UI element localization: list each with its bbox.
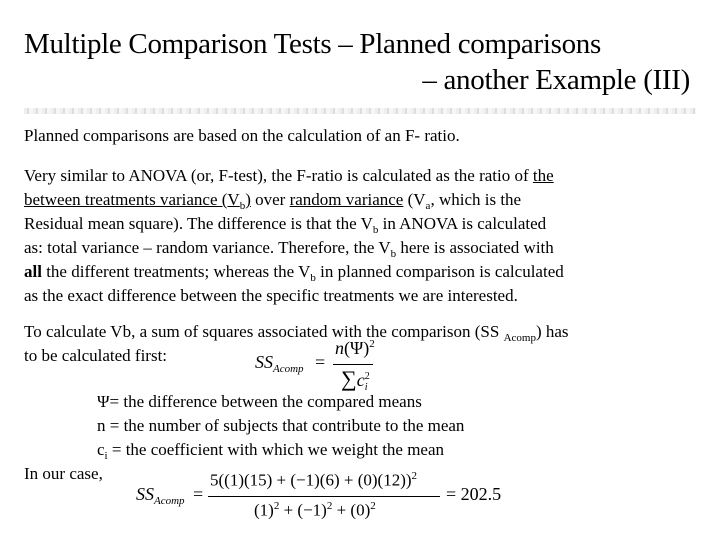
calculation-line-2: to be calculated first: bbox=[24, 346, 168, 365]
title-line-1: Multiple Comparison Tests – Planned comparisons bbox=[24, 28, 601, 60]
definition-c bbox=[97, 438, 464, 462]
explanation-line-2 bbox=[24, 188, 696, 212]
title-divider bbox=[24, 108, 696, 114]
text-fragment: between treatments variance (V bbox=[24, 190, 240, 209]
explanation-line-1 bbox=[24, 164, 696, 188]
formula-equals: = bbox=[315, 352, 326, 372]
underlined-text: random variance bbox=[289, 190, 404, 209]
formula-denominator bbox=[254, 500, 376, 521]
text-fragment: SS bbox=[255, 352, 273, 372]
definition-text: = the coefficient with which we weight the mean bbox=[107, 440, 445, 459]
subscript: Acomp bbox=[273, 363, 304, 375]
superscript: 2 bbox=[369, 338, 375, 350]
text-fragment: + (0) bbox=[332, 500, 371, 520]
formula-denominator bbox=[341, 366, 370, 393]
worked-formula bbox=[136, 468, 516, 528]
underlined-text bbox=[24, 190, 251, 212]
text-fragment: over bbox=[250, 190, 290, 209]
text-fragment: ) bbox=[245, 190, 251, 209]
text-fragment: + (−1) bbox=[279, 500, 327, 520]
subscript: a bbox=[425, 200, 431, 212]
paragraph-explanation bbox=[24, 164, 696, 308]
text-fragment: in planned comparison is calculated bbox=[315, 262, 564, 281]
symbol: Ψ bbox=[97, 392, 110, 411]
text-fragment: Very similar to ANOVA (or, F-test), the F-ratio is calculated as the ratio of bbox=[24, 166, 533, 185]
explanation-line-4 bbox=[24, 236, 696, 260]
text-fragment: SS bbox=[136, 484, 154, 504]
text-fragment: 5((1)(15) + (−1)(6) + (0)(12)) bbox=[210, 470, 412, 490]
title-line-2: – another Example (III) bbox=[422, 64, 690, 96]
subscript: i bbox=[104, 450, 108, 462]
formula-lhs bbox=[136, 484, 185, 505]
subscript: b bbox=[310, 272, 316, 284]
subscript: i bbox=[364, 382, 368, 393]
slide-title bbox=[24, 26, 696, 98]
explanation-line-3 bbox=[24, 212, 696, 236]
ss-formula bbox=[255, 340, 375, 392]
formula-numerator bbox=[210, 470, 417, 491]
subscript: b bbox=[390, 248, 397, 260]
superscript: 2 bbox=[364, 371, 370, 382]
text-fragment: in ANOVA is calculated bbox=[378, 214, 547, 233]
text-fragment: c bbox=[356, 370, 365, 390]
subscript: Acomp bbox=[154, 495, 185, 507]
text-fragment: (V bbox=[403, 190, 426, 209]
definition-text: = the difference between the compared means bbox=[109, 392, 422, 411]
definition-n bbox=[97, 414, 464, 438]
text-fragment: here is associated with bbox=[396, 238, 554, 257]
text-fragment: n bbox=[335, 338, 344, 358]
text-fragment: , which is the bbox=[430, 190, 522, 209]
text-fragment: ) has bbox=[535, 322, 569, 341]
formula-equals: = bbox=[193, 484, 204, 504]
superscript: 2 bbox=[370, 500, 376, 512]
superscript: 2 bbox=[273, 500, 280, 512]
in-our-case-label: In our case, bbox=[24, 464, 103, 483]
bold-text: all bbox=[24, 262, 42, 281]
superscript: 2 bbox=[326, 500, 333, 512]
fraction-bar bbox=[208, 496, 440, 497]
text-fragment: (Ψ) bbox=[344, 338, 370, 358]
underlined-text: the bbox=[532, 166, 554, 185]
formula-numerator bbox=[335, 338, 375, 359]
text-fragment: Residual mean square). The difference is that the V bbox=[24, 214, 373, 233]
definition-text: = the number of subjects that contribute to the mean bbox=[105, 416, 465, 435]
text-fragment: (1) bbox=[254, 500, 274, 520]
subscript: b bbox=[372, 224, 379, 236]
explanation-line-6: as the exact difference between the specific treatments we are interested. bbox=[24, 286, 518, 305]
paragraph-intro: Planned comparisons are based on the calculation of an F- ratio. bbox=[24, 126, 460, 145]
superscript: 2 bbox=[411, 470, 418, 482]
definitions-list bbox=[97, 390, 464, 462]
symbol: n bbox=[97, 416, 106, 435]
subscript: b bbox=[239, 200, 246, 212]
formula-result: = 202.5 bbox=[446, 484, 502, 504]
formula-lhs bbox=[255, 352, 304, 373]
fraction-bar bbox=[333, 364, 373, 365]
text-fragment: To calculate Vb, a sum of squares associated with the comparison (SS bbox=[24, 322, 504, 341]
definition-psi bbox=[97, 390, 464, 414]
text-fragment: as: total variance – random variance. Therefore, the V bbox=[24, 238, 391, 257]
sigma-symbol: ∑ bbox=[341, 366, 357, 391]
symbol: c bbox=[97, 440, 105, 459]
subscript: Acomp bbox=[503, 332, 536, 344]
text-fragment: the different treatments; whereas the V bbox=[41, 262, 311, 281]
explanation-line-5 bbox=[24, 260, 696, 284]
